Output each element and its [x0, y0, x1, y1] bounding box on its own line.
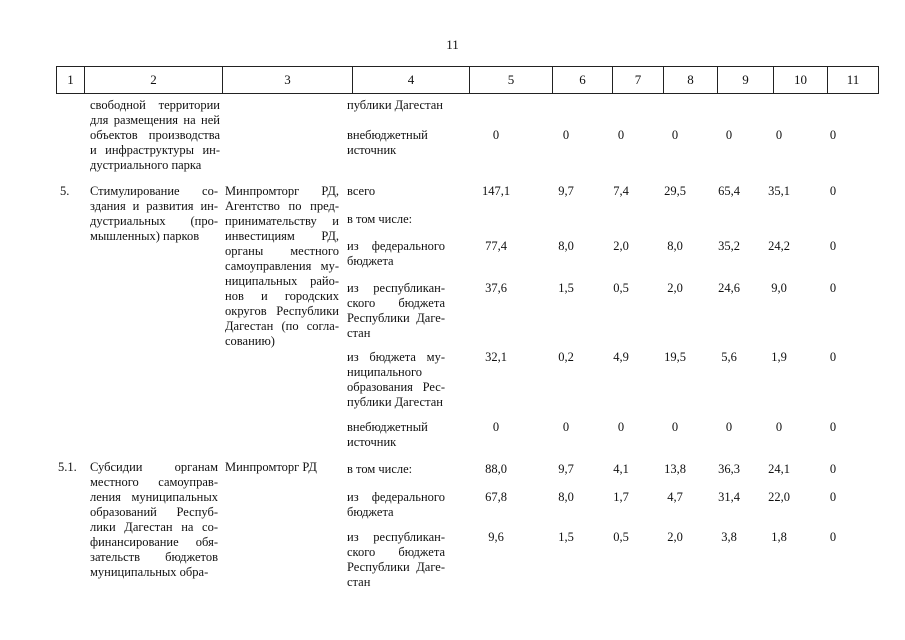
- continued-extrabudget-value: 0: [671, 128, 679, 142]
- continued-extrabudget-line: внебюджетный: [347, 128, 428, 142]
- header-col-10: 10: [774, 67, 828, 94]
- row5-source-0-value: 35,1: [768, 184, 790, 198]
- row5-source-2-line: из федерального: [347, 239, 445, 253]
- row5-source-0-value: 7,4: [613, 184, 629, 198]
- row51-source-2-value: 1,5: [558, 530, 574, 544]
- row5-executor-line: ниципальных райо-: [225, 274, 339, 288]
- row5-source-4-line: публики Дагестан: [347, 395, 443, 409]
- row5-source-4-value: 0,2: [558, 350, 574, 364]
- row5-executor-line: округов Республики: [225, 304, 339, 318]
- table-header: [56, 66, 879, 94]
- row5-source-2-value: 8,0: [558, 239, 574, 253]
- row5-source-2-value: 77,4: [485, 239, 507, 253]
- continued-source-tail: публики Дагестан: [347, 98, 443, 112]
- row5-source-0-value: 9,7: [558, 184, 574, 198]
- row51-source-1-value: 1,7: [613, 490, 629, 504]
- row5-name-line: здания и развития ин-: [90, 199, 218, 213]
- row5-source-4-value: 1,9: [771, 350, 787, 364]
- row51-source-2-line: стан: [347, 575, 371, 589]
- row5-source-2-value: 24,2: [768, 239, 790, 253]
- row51-executor-line: Минпромторг РД: [225, 460, 317, 474]
- row51-name-line: муниципальных обра-: [90, 565, 209, 579]
- row51-source-1-value: 31,4: [718, 490, 740, 504]
- row51-source-0-value: 36,3: [718, 462, 740, 476]
- row51-source-1-value: 67,8: [485, 490, 507, 504]
- row5-source-2-value: 2,0: [613, 239, 629, 253]
- header-col-4: 4: [353, 67, 470, 94]
- row51-source-1-value: 22,0: [768, 490, 790, 504]
- row51-source-0-value: 9,7: [558, 462, 574, 476]
- continued-name-line: свободной территории: [90, 98, 220, 112]
- row51-name-line: ления муниципальных: [90, 490, 218, 504]
- row5-name-line: Стимулирование со-: [90, 184, 218, 198]
- header-col-5: 5: [470, 67, 553, 94]
- continued-extrabudget-value: 0: [775, 128, 783, 142]
- row51-source-0-line: в том числе:: [347, 462, 413, 476]
- row5-source-5-value: 0: [829, 420, 837, 434]
- row5-source-0-value: 147,1: [481, 184, 511, 198]
- row5-source-0-value: 29,5: [664, 184, 686, 198]
- continued-name-line: объектов производства: [90, 128, 220, 142]
- header-col-1: 1: [57, 67, 85, 94]
- row5-source-4-value: 5,6: [721, 350, 737, 364]
- row51-source-1-value: 0: [829, 490, 837, 504]
- row51-source-2-line: из республикан-: [347, 530, 445, 544]
- row5-executor-line: Минпромторг РД,: [225, 184, 339, 198]
- continued-extrabudget-value: 0: [725, 128, 733, 142]
- row5-source-3-value: 37,6: [485, 281, 507, 295]
- row5-source-5-value: 0: [725, 420, 733, 434]
- row5-name-line: дустриальных (про-: [90, 214, 218, 228]
- continued-extrabudget-value: 0: [492, 128, 500, 142]
- row51-name-line: лики Дагестан на со-: [90, 520, 218, 534]
- row5-source-3-line: стан: [347, 326, 371, 340]
- row51-name-line: Субсидии органам: [90, 460, 218, 474]
- continued-extrabudget-line: источник: [347, 143, 397, 157]
- row5-source-3-value: 9,0: [771, 281, 787, 295]
- continued-extrabudget-value: 0: [617, 128, 625, 142]
- header-col-8: 8: [664, 67, 718, 94]
- continued-name-line: и инфраструктуры ин-: [90, 143, 220, 157]
- row5-source-5-value: 0: [775, 420, 783, 434]
- row5-source-4-value: 32,1: [485, 350, 507, 364]
- row5-source-3-line: ского бюджета: [347, 296, 445, 310]
- header-col-2: 2: [85, 67, 223, 94]
- row5-executor-line: сованию): [225, 334, 275, 348]
- row5-executor-line: органы местного: [225, 244, 339, 258]
- row5-source-3-line: Республики Даге-: [347, 311, 445, 325]
- row51-name-line: местного самоуправ-: [90, 475, 218, 489]
- row51-source-1-line: из федерального: [347, 490, 445, 504]
- row5-source-4-line: образования Рес-: [347, 380, 445, 394]
- row51-source-2-value: 0: [829, 530, 837, 544]
- row5-source-5-line: источник: [347, 435, 397, 449]
- row51-source-0-value: 13,8: [664, 462, 686, 476]
- row5-source-5-line: внебюджетный: [347, 420, 428, 434]
- row5-source-4-value: 4,9: [613, 350, 629, 364]
- row5-source-4-value: 0: [829, 350, 837, 364]
- row51-source-0-value: 4,1: [613, 462, 629, 476]
- row5-source-0-value: 65,4: [718, 184, 740, 198]
- row5-source-0-line: всего: [347, 184, 376, 198]
- row51-source-0-value: 24,1: [768, 462, 790, 476]
- continued-name-line: дустриального парка: [90, 158, 202, 172]
- row5-source-0-value: 0: [829, 184, 837, 198]
- row51-source-2-value: 1,8: [771, 530, 787, 544]
- header-col-7: 7: [613, 67, 664, 94]
- row5-executor-line: самоуправления му-: [225, 259, 339, 273]
- row51-source-2-value: 9,6: [488, 530, 504, 544]
- row5-source-3-value: 2,0: [667, 281, 683, 295]
- row51-source-1-line: бюджета: [347, 505, 394, 519]
- continued-extrabudget-value: 0: [829, 128, 837, 142]
- row51-source-2-value: 0,5: [613, 530, 629, 544]
- row5-source-3-value: 0,5: [613, 281, 629, 295]
- header-row: [57, 67, 879, 94]
- row5-executor-line: Дагестан (по согла-: [225, 319, 339, 333]
- row51-name-line: зательств бюджетов: [90, 550, 218, 564]
- row5-executor-line: инвестициям РД,: [225, 229, 339, 243]
- continued-extrabudget-value: 0: [562, 128, 570, 142]
- row5-source-2-value: 0: [829, 239, 837, 253]
- row51-source-0-value: 88,0: [485, 462, 507, 476]
- row5-source-2-value: 8,0: [667, 239, 683, 253]
- page-number: 11: [446, 37, 459, 52]
- row5-number: 5.: [60, 184, 70, 198]
- header-col-3: 3: [223, 67, 353, 94]
- row5-source-1-line: в том числе:: [347, 212, 413, 226]
- row51-source-2-value: 2,0: [667, 530, 683, 544]
- row51-source-0-value: 0: [829, 462, 837, 476]
- row5-executor-line: Агентство по пред-: [225, 199, 339, 213]
- row5-source-3-value: 24,6: [718, 281, 740, 295]
- row51-number: 5.1.: [58, 460, 77, 474]
- row5-source-3-value: 0: [829, 281, 837, 295]
- row51-source-1-value: 8,0: [558, 490, 574, 504]
- row5-executor-line: нов и городских: [225, 289, 339, 303]
- row51-source-2-line: Республики Даге-: [347, 560, 445, 574]
- row5-source-2-line: бюджета: [347, 254, 394, 268]
- row51-name-line: образований Респуб-: [90, 505, 218, 519]
- row5-source-4-line: ниципального: [347, 365, 423, 379]
- header-col-9: 9: [718, 67, 774, 94]
- row51-source-1-value: 4,7: [667, 490, 683, 504]
- row5-source-5-value: 0: [562, 420, 570, 434]
- row5-source-5-value: 0: [617, 420, 625, 434]
- row51-source-2-value: 3,8: [721, 530, 737, 544]
- row5-source-4-line: из бюджета му-: [347, 350, 445, 364]
- row5-source-2-value: 35,2: [718, 239, 740, 253]
- row5-source-3-value: 1,5: [558, 281, 574, 295]
- row5-source-3-line: из республикан-: [347, 281, 445, 295]
- row51-name-line: финансирование обя-: [90, 535, 218, 549]
- row5-executor-line: принимательству и: [225, 214, 339, 228]
- row5-source-5-value: 0: [492, 420, 500, 434]
- continued-name-line: для размещения на ней: [90, 113, 220, 127]
- header-col-11: 11: [828, 67, 879, 94]
- header-col-6: 6: [553, 67, 613, 94]
- row5-source-5-value: 0: [671, 420, 679, 434]
- row5-source-4-value: 19,5: [664, 350, 686, 364]
- row5-name-line: мышленных) парков: [90, 229, 200, 243]
- row51-source-2-line: ского бюджета: [347, 545, 445, 559]
